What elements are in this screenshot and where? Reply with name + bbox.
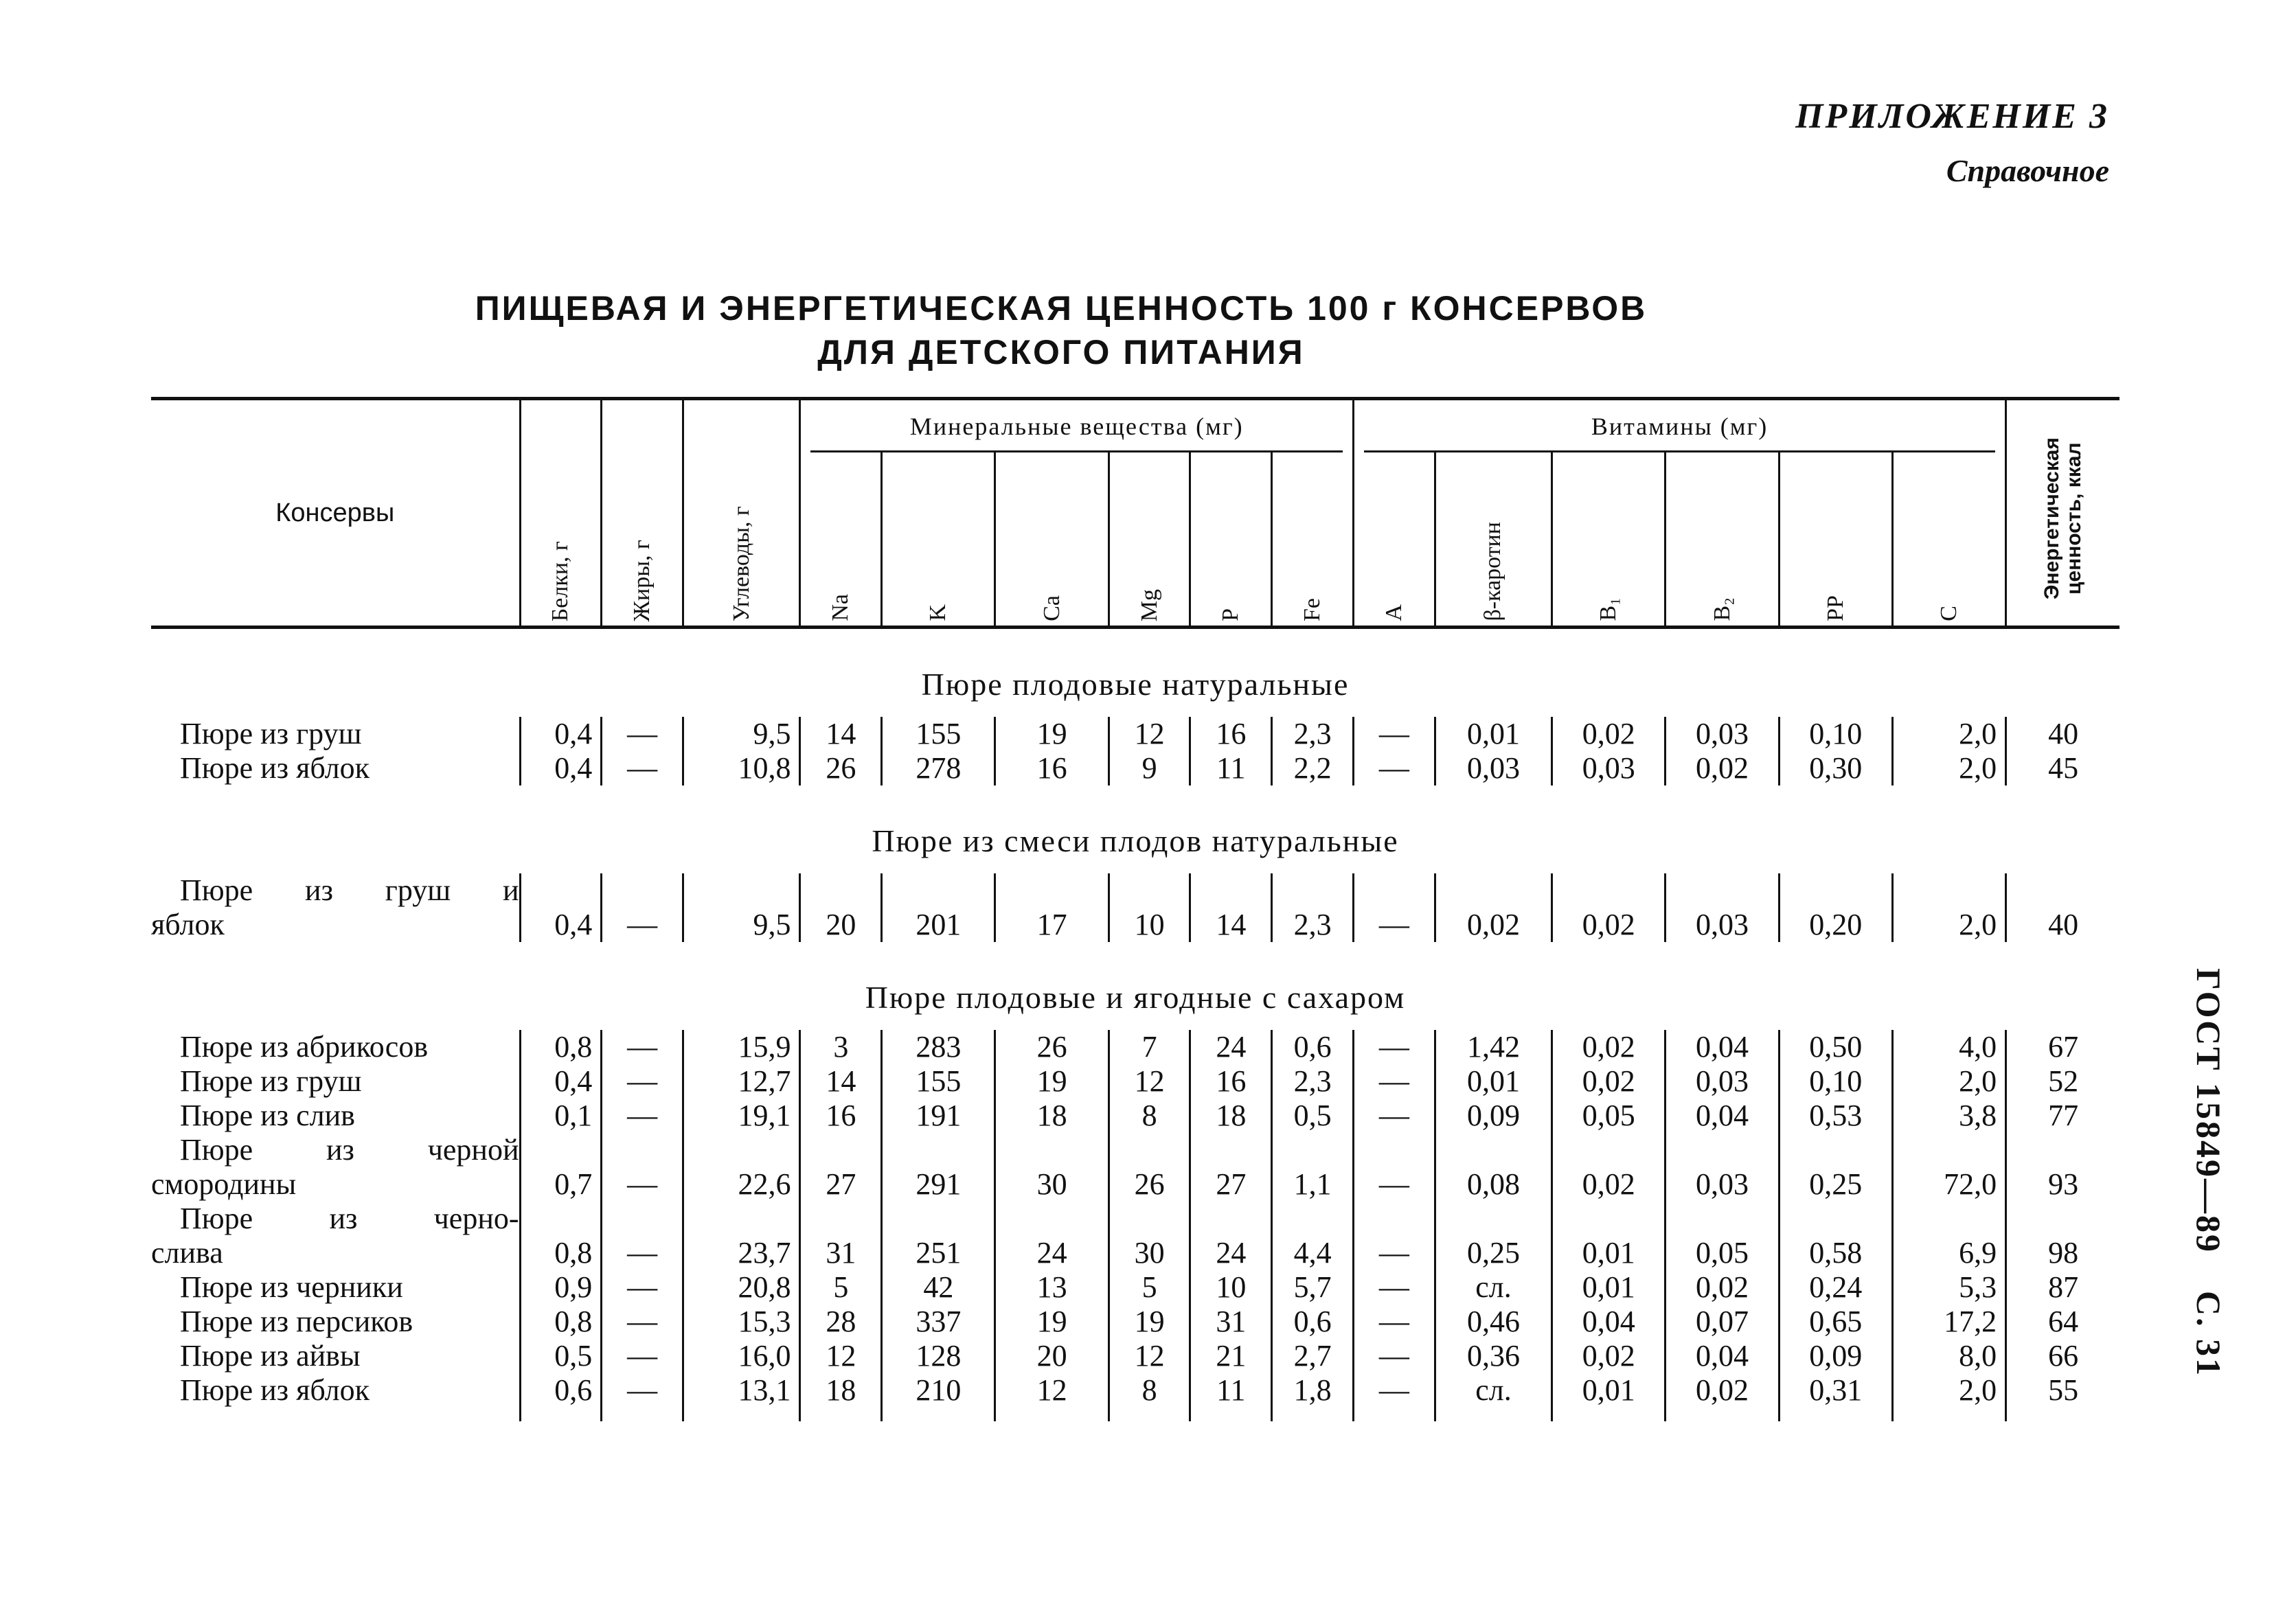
table-header — [151, 399, 2119, 628]
cell-ca: 16 — [995, 751, 1109, 785]
cell-fat: — — [602, 1305, 683, 1339]
cell-pp: 0,31 — [1779, 1373, 1892, 1421]
product-name — [151, 1030, 520, 1064]
product-name — [151, 1064, 520, 1099]
product-name-line: слива — [151, 1236, 223, 1270]
product-name — [151, 1202, 520, 1270]
cell-beta: 0,01 — [1435, 1064, 1551, 1099]
product-name — [151, 1305, 520, 1339]
cell-k: 201 — [882, 873, 995, 942]
header-vitamins: Витамины (мг) — [1354, 399, 2006, 453]
product-name-line: Пюре из груш и — [180, 873, 519, 907]
cell-energy: 66 — [2006, 1339, 2119, 1373]
header-fe: Fe — [1272, 452, 1354, 628]
cell-pp: 0,65 — [1779, 1305, 1892, 1339]
cell-ca: 12 — [995, 1373, 1109, 1421]
cell-energy: 45 — [2006, 751, 2119, 785]
header-name: Консервы — [151, 399, 520, 628]
table-row — [151, 1373, 2119, 1421]
cell-fat: — — [602, 1133, 683, 1202]
section-title: Пюре плодовые натуральные — [921, 667, 1350, 702]
cell-ca: 26 — [995, 1030, 1109, 1064]
table-row — [151, 751, 2119, 785]
cell-pp: 0,53 — [1779, 1099, 1892, 1133]
header-b2: B₂ — [1666, 452, 1779, 628]
cell-k: 337 — [882, 1305, 995, 1339]
cell-carbs: 9,5 — [683, 873, 800, 942]
cell-a: — — [1354, 1099, 1435, 1133]
cell-pp: 0,25 — [1779, 1133, 1892, 1202]
cell-k: 278 — [882, 751, 995, 785]
cell-beta: 0,09 — [1435, 1099, 1551, 1133]
header-na: Na — [800, 452, 882, 628]
cell-k: 155 — [882, 717, 995, 751]
table-body — [151, 628, 2119, 1422]
cell-b2: 0,03 — [1666, 873, 1779, 942]
cell-fe: 0,5 — [1272, 1099, 1354, 1133]
nutrition-table — [151, 397, 2119, 1421]
cell-c: 2,0 — [1892, 717, 2005, 751]
cell-carbs: 23,7 — [683, 1202, 800, 1270]
header-carbs: Углеводы, г — [683, 399, 800, 628]
cell-b2: 0,07 — [1666, 1305, 1779, 1339]
product-name — [151, 1099, 520, 1133]
cell-carbs: 22,6 — [683, 1133, 800, 1202]
cell-ca: 30 — [995, 1133, 1109, 1202]
cell-b1: 0,02 — [1552, 1339, 1666, 1373]
table-row — [151, 1133, 2119, 1202]
product-name-line: Пюре из яблок — [180, 1373, 370, 1407]
cell-energy: 52 — [2006, 1064, 2119, 1099]
cell-ca: 18 — [995, 1099, 1109, 1133]
cell-fe: 2,3 — [1272, 1064, 1354, 1099]
cell-b1: 0,02 — [1552, 717, 1666, 751]
cell-p: 11 — [1190, 1373, 1272, 1421]
cell-na: 26 — [800, 751, 882, 785]
product-name — [151, 873, 520, 942]
cell-a: — — [1354, 751, 1435, 785]
cell-mg: 9 — [1109, 751, 1190, 785]
cell-pp: 0,10 — [1779, 1064, 1892, 1099]
cell-b1: 0,05 — [1552, 1099, 1666, 1133]
cell-protein: 0,4 — [520, 1064, 602, 1099]
cell-ca: 20 — [995, 1339, 1109, 1373]
cell-protein: 0,1 — [520, 1099, 602, 1133]
cell-b1: 0,02 — [1552, 1064, 1666, 1099]
cell-mg: 30 — [1109, 1202, 1190, 1270]
cell-mg: 7 — [1109, 1030, 1190, 1064]
cell-mg: 12 — [1109, 717, 1190, 751]
table-title-line-2: ДЛЯ ДЕТСКОГО ПИТАНИЯ — [817, 333, 1305, 371]
cell-p: 21 — [1190, 1339, 1272, 1373]
cell-carbs: 19,1 — [683, 1099, 800, 1133]
cell-energy: 55 — [2006, 1373, 2119, 1421]
cell-ca: 13 — [995, 1270, 1109, 1305]
section-title: Пюре из смеси плодов натуральные — [872, 823, 1399, 858]
product-name — [151, 1270, 520, 1305]
cell-b2: 0,03 — [1666, 717, 1779, 751]
header-ca: Ca — [995, 452, 1109, 628]
cell-pp: 0,20 — [1779, 873, 1892, 942]
header-c: C — [1892, 452, 2005, 628]
cell-beta: 0,02 — [1435, 873, 1551, 942]
cell-fat: — — [602, 717, 683, 751]
cell-mg: 8 — [1109, 1373, 1190, 1421]
cell-p: 31 — [1190, 1305, 1272, 1339]
header-fat: Жиры, г — [602, 399, 683, 628]
header-protein: Белки, г — [520, 399, 602, 628]
cell-c: 2,0 — [1892, 873, 2005, 942]
cell-ca: 17 — [995, 873, 1109, 942]
cell-k: 291 — [882, 1133, 995, 1202]
cell-p: 16 — [1190, 717, 1272, 751]
table-title-line-1: ПИЩЕВАЯ И ЭНЕРГЕТИЧЕСКАЯ ЦЕННОСТЬ 100 г КОНСЕРВОВ — [475, 289, 1648, 328]
cell-b1: 0,02 — [1552, 1133, 1666, 1202]
product-name-line: Пюре из яблок — [180, 751, 370, 785]
cell-protein: 0,8 — [520, 1305, 602, 1339]
cell-protein: 0,8 — [520, 1030, 602, 1064]
cell-beta: сл. — [1435, 1270, 1551, 1305]
cell-protein: 0,4 — [520, 751, 602, 785]
table-row — [151, 1202, 2119, 1270]
cell-na: 31 — [800, 1202, 882, 1270]
cell-k: 191 — [882, 1099, 995, 1133]
cell-p: 16 — [1190, 1064, 1272, 1099]
cell-na: 5 — [800, 1270, 882, 1305]
cell-pp: 0,09 — [1779, 1339, 1892, 1373]
cell-c: 6,9 — [1892, 1202, 2005, 1270]
product-name-line: Пюре из айвы — [180, 1339, 361, 1373]
product-name-line: Пюре из черники — [180, 1270, 403, 1304]
cell-energy: 93 — [2006, 1133, 2119, 1202]
cell-pp: 0,58 — [1779, 1202, 1892, 1270]
cell-k: 251 — [882, 1202, 995, 1270]
cell-protein: 0,9 — [520, 1270, 602, 1305]
cell-carbs: 20,8 — [683, 1270, 800, 1305]
cell-mg: 10 — [1109, 873, 1190, 942]
product-name-line: Пюре из груш — [180, 717, 362, 750]
header-energy: Энергетическая ценность, ккал — [2006, 399, 2119, 628]
cell-c: 4,0 — [1892, 1030, 2005, 1064]
cell-carbs: 10,8 — [683, 751, 800, 785]
cell-b2: 0,04 — [1666, 1030, 1779, 1064]
cell-b1: 0,02 — [1552, 873, 1666, 942]
cell-beta: 0,01 — [1435, 717, 1551, 751]
cell-carbs: 13,1 — [683, 1373, 800, 1421]
cell-beta: 1,42 — [1435, 1030, 1551, 1064]
cell-a: — — [1354, 1133, 1435, 1202]
cell-fat: — — [602, 1270, 683, 1305]
cell-p: 10 — [1190, 1270, 1272, 1305]
cell-c: 2,0 — [1892, 1373, 2005, 1421]
product-name-line: Пюре из черно- — [180, 1202, 519, 1235]
cell-na: 12 — [800, 1339, 882, 1373]
cell-b2: 0,02 — [1666, 1270, 1779, 1305]
cell-a: — — [1354, 1202, 1435, 1270]
cell-p: 24 — [1190, 1202, 1272, 1270]
cell-b1: 0,01 — [1552, 1373, 1666, 1421]
cell-energy: 98 — [2006, 1202, 2119, 1270]
appendix-type: Справочное — [1946, 153, 2109, 188]
cell-ca: 19 — [995, 1305, 1109, 1339]
cell-ca: 19 — [995, 717, 1109, 751]
cell-fe: 2,3 — [1272, 717, 1354, 751]
cell-beta: 0,03 — [1435, 751, 1551, 785]
cell-pp: 0,30 — [1779, 751, 1892, 785]
cell-b1: 0,04 — [1552, 1305, 1666, 1339]
header-a: A — [1354, 452, 1435, 628]
cell-mg: 12 — [1109, 1064, 1190, 1099]
cell-pp: 0,24 — [1779, 1270, 1892, 1305]
cell-a: — — [1354, 1270, 1435, 1305]
cell-na: 14 — [800, 717, 882, 751]
cell-p: 11 — [1190, 751, 1272, 785]
product-name-line: яблок — [151, 908, 225, 941]
cell-fe: 2,3 — [1272, 873, 1354, 942]
product-name — [151, 717, 520, 751]
cell-ca: 24 — [995, 1202, 1109, 1270]
table-row — [151, 1339, 2119, 1373]
cell-fe: 0,6 — [1272, 1030, 1354, 1064]
cell-pp: 0,50 — [1779, 1030, 1892, 1064]
cell-fe: 2,7 — [1272, 1339, 1354, 1373]
cell-fe: 2,2 — [1272, 751, 1354, 785]
cell-na: 18 — [800, 1373, 882, 1421]
header-pp: PP — [1779, 452, 1892, 628]
cell-b2: 0,04 — [1666, 1339, 1779, 1373]
table-row — [151, 1030, 2119, 1064]
product-name-line: смородины — [151, 1167, 297, 1201]
cell-b2: 0,02 — [1666, 1373, 1779, 1421]
cell-beta: 0,25 — [1435, 1202, 1551, 1270]
cell-ca: 19 — [995, 1064, 1109, 1099]
table-row — [151, 717, 2119, 751]
cell-b1: 0,03 — [1552, 751, 1666, 785]
cell-fat: — — [602, 1099, 683, 1133]
product-name — [151, 751, 520, 785]
cell-a: — — [1354, 1064, 1435, 1099]
cell-fat: — — [602, 1064, 683, 1099]
cell-pp: 0,10 — [1779, 717, 1892, 751]
cell-p: 14 — [1190, 873, 1272, 942]
cell-c: 3,8 — [1892, 1099, 2005, 1133]
cell-a: — — [1354, 1305, 1435, 1339]
cell-a: — — [1354, 1030, 1435, 1064]
cell-c: 17,2 — [1892, 1305, 2005, 1339]
header-minerals: Минеральные вещества (мг) — [800, 399, 1354, 453]
cell-energy: 67 — [2006, 1030, 2119, 1064]
table-row — [151, 873, 2119, 942]
cell-protein: 0,4 — [520, 717, 602, 751]
header-mg: Mg — [1109, 452, 1190, 628]
cell-fat: — — [602, 1030, 683, 1064]
header-beta-carotene: β-каротин — [1435, 452, 1551, 628]
cell-fat: — — [602, 1339, 683, 1373]
cell-c: 8,0 — [1892, 1339, 2005, 1373]
cell-beta: сл. — [1435, 1373, 1551, 1421]
cell-protein: 0,4 — [520, 873, 602, 942]
cell-a: — — [1354, 1339, 1435, 1373]
cell-fat: — — [602, 751, 683, 785]
cell-na: 14 — [800, 1064, 882, 1099]
cell-protein: 0,7 — [520, 1133, 602, 1202]
cell-k: 283 — [882, 1030, 995, 1064]
cell-protein: 0,5 — [520, 1339, 602, 1373]
header-b1: B₁ — [1552, 452, 1666, 628]
cell-b1: 0,01 — [1552, 1270, 1666, 1305]
cell-c: 2,0 — [1892, 1064, 2005, 1099]
cell-fe: 5,7 — [1272, 1270, 1354, 1305]
cell-na: 27 — [800, 1133, 882, 1202]
cell-na: 3 — [800, 1030, 882, 1064]
cell-carbs: 16,0 — [683, 1339, 800, 1373]
cell-fat: — — [602, 873, 683, 942]
cell-b2: 0,04 — [1666, 1099, 1779, 1133]
cell-p: 18 — [1190, 1099, 1272, 1133]
cell-mg: 5 — [1109, 1270, 1190, 1305]
page-side-label — [2160, 968, 2229, 1378]
page-number: С. 31 — [2190, 1291, 2228, 1378]
cell-b1: 0,02 — [1552, 1030, 1666, 1064]
cell-fe: 1,8 — [1272, 1373, 1354, 1421]
cell-protein: 0,8 — [520, 1202, 602, 1270]
cell-na: 16 — [800, 1099, 882, 1133]
cell-k: 155 — [882, 1064, 995, 1099]
cell-na: 20 — [800, 873, 882, 942]
cell-energy: 64 — [2006, 1305, 2119, 1339]
cell-protein: 0,6 — [520, 1373, 602, 1421]
product-name — [151, 1373, 520, 1421]
cell-carbs: 15,9 — [683, 1030, 800, 1064]
cell-k: 210 — [882, 1373, 995, 1421]
cell-b1: 0,01 — [1552, 1202, 1666, 1270]
cell-mg: 12 — [1109, 1339, 1190, 1373]
cell-fe: 4,4 — [1272, 1202, 1354, 1270]
standard-number: ГОСТ 15849—89 — [2190, 968, 2228, 1254]
cell-b2: 0,03 — [1666, 1133, 1779, 1202]
product-name — [151, 1133, 520, 1202]
table-row — [151, 1064, 2119, 1099]
cell-k: 128 — [882, 1339, 995, 1373]
product-name-line: Пюре из персиков — [180, 1305, 413, 1338]
cell-p: 24 — [1190, 1030, 1272, 1064]
product-name — [151, 1339, 520, 1373]
cell-c: 5,3 — [1892, 1270, 2005, 1305]
product-name-line: Пюре из слив — [180, 1099, 355, 1132]
cell-energy: 40 — [2006, 873, 2119, 942]
cell-c: 72,0 — [1892, 1133, 2005, 1202]
header-p: P — [1190, 452, 1272, 628]
cell-fat: — — [602, 1202, 683, 1270]
header-k: K — [882, 452, 995, 628]
cell-mg: 8 — [1109, 1099, 1190, 1133]
cell-carbs: 15,3 — [683, 1305, 800, 1339]
section-title: Пюре плодовые и ягодные с сахаром — [865, 980, 1406, 1015]
cell-beta: 0,36 — [1435, 1339, 1551, 1373]
cell-mg: 26 — [1109, 1133, 1190, 1202]
table-row — [151, 1270, 2119, 1305]
cell-beta: 0,46 — [1435, 1305, 1551, 1339]
cell-fe: 1,1 — [1272, 1133, 1354, 1202]
cell-p: 27 — [1190, 1133, 1272, 1202]
product-name-line: Пюре из абрикосов — [180, 1030, 429, 1064]
cell-fat: — — [602, 1373, 683, 1421]
cell-energy: 77 — [2006, 1099, 2119, 1133]
product-name-line: Пюре из черной — [180, 1133, 519, 1167]
cell-b2: 0,03 — [1666, 1064, 1779, 1099]
cell-fe: 0,6 — [1272, 1305, 1354, 1339]
cell-c: 2,0 — [1892, 751, 2005, 785]
product-name-line: Пюре из груш — [180, 1064, 362, 1098]
cell-energy: 87 — [2006, 1270, 2119, 1305]
table-row — [151, 1305, 2119, 1339]
cell-na: 28 — [800, 1305, 882, 1339]
cell-carbs: 9,5 — [683, 717, 800, 751]
cell-a: — — [1354, 717, 1435, 751]
cell-beta: 0,08 — [1435, 1133, 1551, 1202]
cell-carbs: 12,7 — [683, 1064, 800, 1099]
cell-mg: 19 — [1109, 1305, 1190, 1339]
cell-b2: 0,02 — [1666, 751, 1779, 785]
table-row — [151, 1099, 2119, 1133]
cell-energy: 40 — [2006, 717, 2119, 751]
cell-k: 42 — [882, 1270, 995, 1305]
cell-a: — — [1354, 873, 1435, 942]
cell-b2: 0,05 — [1666, 1202, 1779, 1270]
appendix-label: ПРИЛОЖЕНИЕ 3 — [1795, 97, 2109, 136]
cell-a: — — [1354, 1373, 1435, 1421]
